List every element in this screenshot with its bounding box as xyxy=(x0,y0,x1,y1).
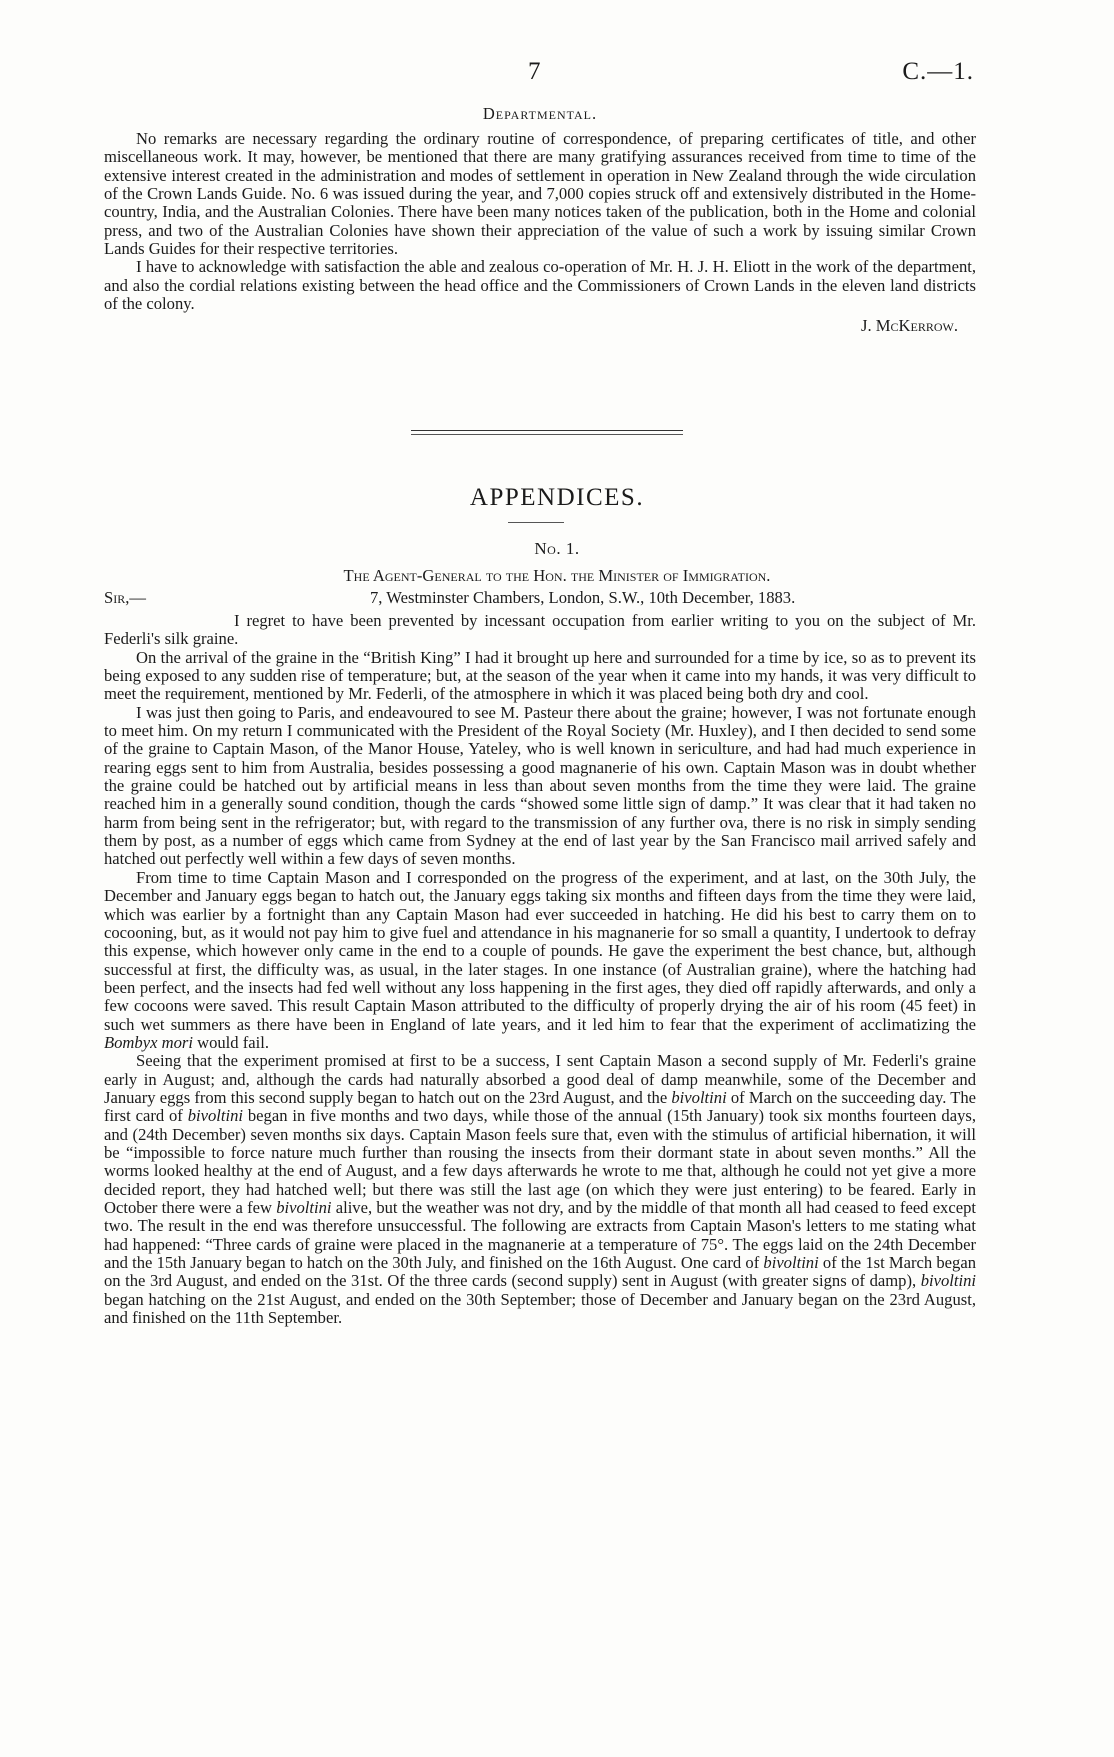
page-header xyxy=(0,58,1114,94)
appendices-heading: APPENDICES. xyxy=(469,484,645,511)
paragraph: On the arrival of the graine in the “British King” I had it brought up here and surrounded for a time by ice, so as to prevent its being exposed to any sudden rise of temperature; but, at the season of the year when it came into my hands, it was very difficult to meet the requirement, mentioned by Mr. Federli, of the atmosphere in which it was placed being both dry and cool. xyxy=(104,647,976,704)
page-number: 7 xyxy=(528,58,541,85)
paragraph: I have to acknowledge with satisfaction the able and zealous co-operation of Mr. H. J. H. Eliott in the work of the department, and also the cordial relations existing between the head office and the Commissioners of Crown Lands in the eleven land districts of the colony. xyxy=(104,257,976,314)
letter-title: The Agent-General to the Hon. the Minister of Immigration. xyxy=(343,566,771,585)
heading-rule xyxy=(508,522,564,523)
appendix-number: No. 1. xyxy=(534,539,580,558)
signature: J. McKerrow. xyxy=(861,316,958,336)
series-code: C.—1. xyxy=(902,58,974,85)
paragraph: I was just then going to Paris, and endeavoured to see M. Pasteur there about the graine; however, I was not fortunate enough to meet him. On my return I communicated with the President of the Royal Society (Mr. Huxley), and I then decided to send some of the graine to Captain Mason, of the Manor House, Yateley, who is well known in sericulture, and had had much experience in rearing eggs sent to him from Australia, besides possessing a good magnanerie of his own. Captain Mason was in doubt whether the graine could be hatched out by artificial means in less than about seven months from the time they were laid. The graine reached him in a generally sound condition, though the cards “showed some little sign of damp.” It was clear that it had taken no harm from being sent in the refrigerator; but, with regard to the transmission of any further ova, there is no risk in simply sending them by post, as a number of eggs which came from Sydney at the end of last year by the San Francisco mail arrived safely and hatched out perfectly well within a few days of seven months. xyxy=(104,702,976,869)
section-heading: Departmental. xyxy=(482,104,598,123)
letter-address: 7, Westminster Chambers, London, S.W., 10th December, 1883. xyxy=(370,588,796,607)
departmental-section xyxy=(104,104,976,336)
paragraph: Seeing that the experiment promised at first to be a success, I sent Captain Mason a second supply of Mr. Federli's graine early in August; and, although the cards had naturally absorbed a good deal of damp meanwhile, some of the December and January eggs from this second supply began to hatch out on the 23rd August, and the bivoltini of March on the succeeding day. The first card of bivoltini began in five months and two days, while those of the annual (15th January) took six months fourteen days, and (24th December) seven months six days. Captain Mason feels sure that, even with the stimulus of artificial hibernation, it will be “impossible to force nature much further than rousing the insects from their dormant state in about seven months.” All the worms looked healthy at the end of August, and a few days afterwards he wrote to me that, although he could not yet give a more decided report, they had hatched well; but there was still the last age (on which they were just entering) to be feared. Early in October there were a few bivoltini alive, but the weather was not dry, and by the middle of that month all had ceased to feed except two. The result in the end was therefore unsuccessful. The following are extracts from Captain Mason's letters to me stating what had happened: “Three cards of graine were placed in the magnanerie at a temperature of 75°. The eggs laid on the 24th December and the 15th January began to hatch on the 30th July, and finished on the 16th August. One card of bivoltini of the 1st March began on the 3rd August, and ended on the 31st. Of the three cards (second supply) sent in August (with greater signs of damp), bivoltini began hatching on the 21st August, and ended on the 30th September; those of December and January began on the 23rd August, and finished on the 11th September. xyxy=(104,1051,976,1328)
paragraph: No remarks are necessary regarding the ordinary routine of correspondence, of preparing certificates of title, and other miscellaneous work. It may, however, be mentioned that there are many gratifying assurances received from time to time of the extensive interest created in the administration and modes of settlement in operation in New Zealand through the wide circulation of the Crown Lands Guide. No. 6 was issued during the year, and 7,000 copies struck off and extensively distributed in the Home-country, India, and the Australian Colonies. There have been many notices taken of the publication, both in the Home and colonial press, and two of the Australian Colonies have shown their appreciation of the value of such a work by issuing similar Crown Lands Guides for their respective territories. xyxy=(104,129,976,259)
paragraph: From time to time Captain Mason and I corresponded on the progress of the experiment, and at last, on the 30th July, the December and January eggs began to hatch out, the January eggs taking six months and fifteen days from the time they were laid, which was earlier by a fortnight than any Captain Mason had ever succeeded in hatching. He did his best to carry them on to cocooning, but, as it would not pay him to give fuel and attendance in his magnanerie for so small a quantity, I undertook to defray this expense, which however only came in the end to a couple of pounds. He gave the experiment the best chance, but, although successful at first, the difficulty was, as usual, in the later stages. In one instance (of Australian graine), where the hatching had been perfect, and the insects had fed well without any loss happening in the first ages, they died off rapidly afterwards, and only a few cocoons were saved. This result Captain Mason attributed to the difficulty of properly drying the air of his room (45 feet) in such wet summers as there have been in England of late years, and it led him to fear that the experiment of acclimatizing the Bombyx mori would fail. xyxy=(104,867,976,1052)
letter-body xyxy=(104,612,976,1327)
salutation: Sir,— xyxy=(104,588,146,607)
paragraph: I regret to have been prevented by incessant occupation from earlier writing to you on the subject of Mr. Federli's silk graine. xyxy=(104,611,976,649)
section-divider xyxy=(411,430,683,435)
